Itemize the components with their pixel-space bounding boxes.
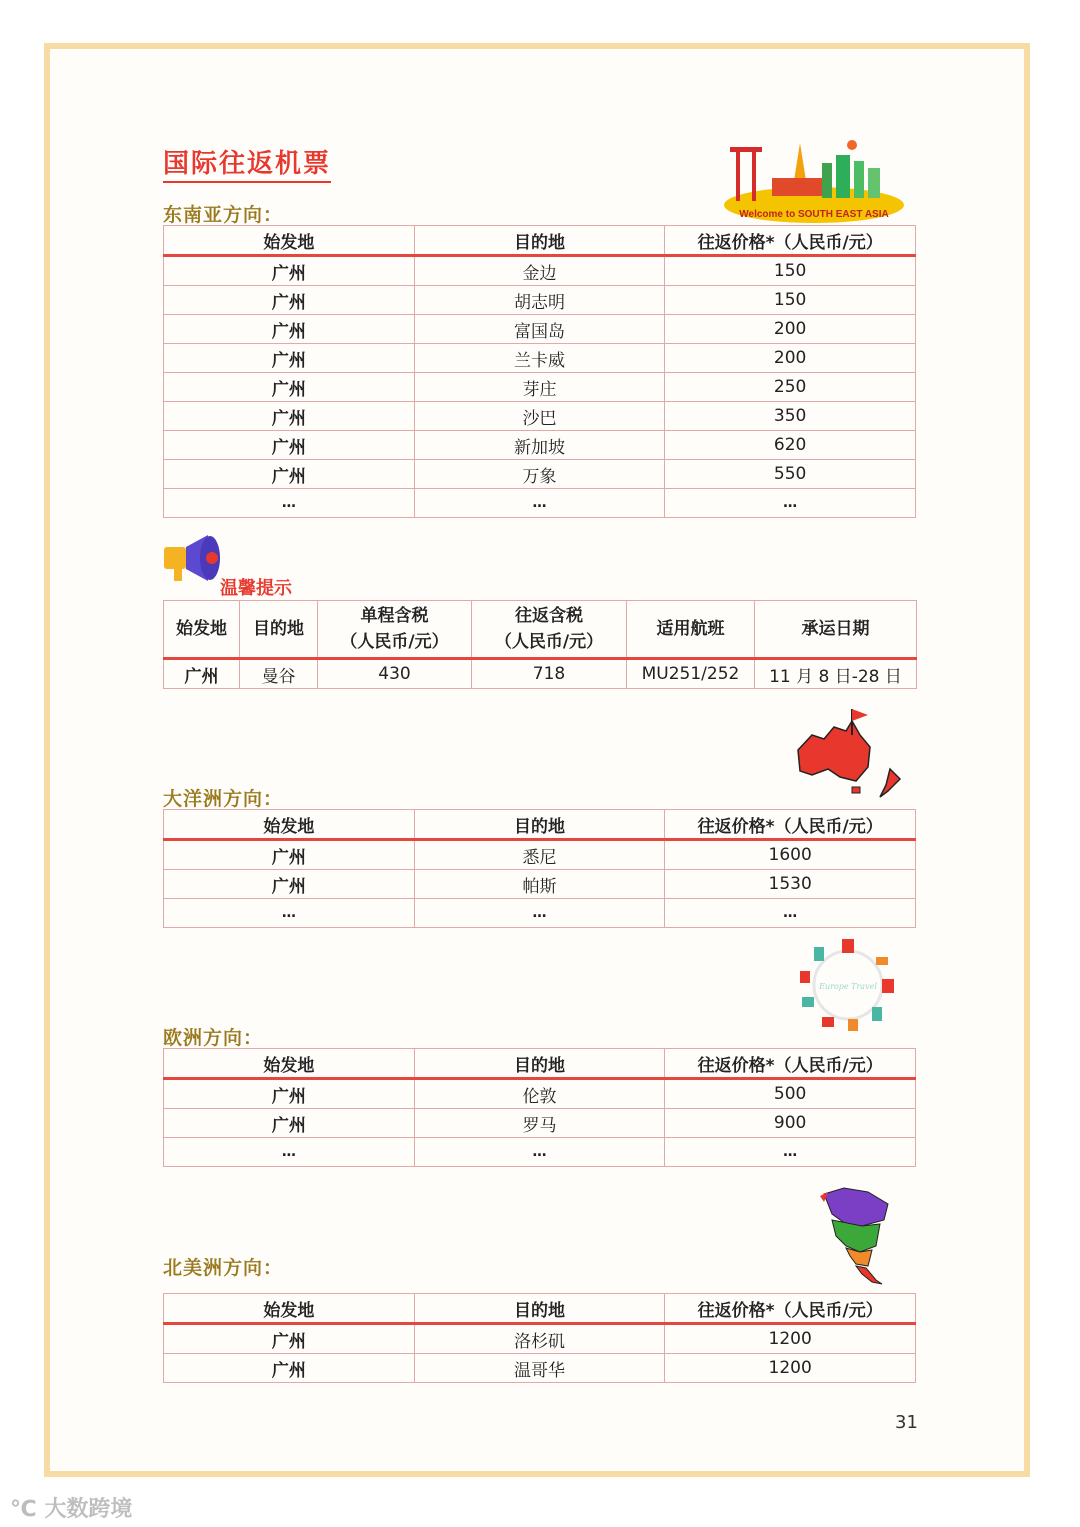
table-header-row	[164, 1049, 916, 1079]
col-destination: 目的地	[414, 226, 665, 256]
cell-destination: 金边	[414, 256, 665, 286]
southeast-asia-illustration	[722, 133, 907, 223]
col-origin: 始发地	[164, 810, 415, 840]
cell-destination: 悉尼	[414, 840, 665, 870]
cell-ellipsis: …	[665, 1138, 916, 1167]
cell-price: 250	[665, 373, 916, 402]
col-price: 往返价格*（人民币/元）	[665, 226, 916, 256]
table-row	[164, 870, 916, 899]
col-origin: 始发地	[164, 1049, 415, 1079]
col-price: 往返价格*（人民币/元）	[665, 1294, 916, 1324]
cell-price: 200	[665, 315, 916, 344]
col-flights: 适用航班	[627, 601, 755, 659]
cell-price: 550	[665, 460, 916, 489]
cell-price: 150	[665, 256, 916, 286]
cell-destination: 曼谷	[240, 659, 318, 689]
cell-origin: 广州	[164, 659, 240, 689]
col-origin: 始发地	[164, 226, 415, 256]
namerica-section-label: 北美洲方向：	[163, 1257, 284, 1279]
cell-origin: 广州	[164, 1354, 415, 1383]
table-header-row	[164, 810, 916, 840]
table-row	[164, 315, 916, 344]
cell-price: 900	[665, 1109, 916, 1138]
cell-destination: 兰卡威	[414, 344, 665, 373]
cell-destination: 富国岛	[414, 315, 665, 344]
watermark	[10, 1492, 132, 1523]
col-price: 往返价格*（人民币/元）	[665, 810, 916, 840]
cell-destination: 万象	[414, 460, 665, 489]
oceania-section-label: 大洋洲方向：	[163, 788, 284, 810]
cell-destination: 洛杉矶	[414, 1324, 665, 1354]
cell-price: 1200	[665, 1324, 916, 1354]
namerica-price-table	[163, 1293, 916, 1383]
table-row	[164, 344, 916, 373]
col-return-price: 往返含税 （人民币/元）	[472, 601, 627, 659]
cell-origin: 广州	[164, 1079, 415, 1109]
col-oneway-price: 单程含税 （人民币/元）	[318, 601, 472, 659]
cell-origin: 广州	[164, 373, 415, 402]
table-row	[164, 1324, 916, 1354]
cell-origin: 广州	[164, 402, 415, 431]
cell-ellipsis: …	[164, 899, 415, 928]
cell-destination: 帕斯	[414, 870, 665, 899]
megaphone-icon	[162, 533, 226, 583]
page-title: 国际往返机票	[163, 143, 331, 183]
col-destination: 目的地	[414, 810, 665, 840]
col-price: 往返价格*（人民币/元）	[665, 1049, 916, 1079]
cell-price: 200	[665, 344, 916, 373]
cell-ellipsis: …	[164, 489, 415, 518]
europe-travel-wreath-icon	[790, 935, 910, 1035]
cell-ellipsis: …	[414, 489, 665, 518]
sea-section-label: 东南亚方向：	[163, 204, 284, 226]
cell-price: 620	[665, 431, 916, 460]
europe-badge-text: Europe Travel	[819, 982, 877, 991]
cell-destination: 温哥华	[414, 1354, 665, 1383]
cell-dates: 11 月 8 日-28 日	[755, 659, 917, 689]
cell-destination: 新加坡	[414, 431, 665, 460]
cell-origin: 广州	[164, 344, 415, 373]
table-row	[164, 1354, 916, 1383]
north-america-map-icon	[810, 1186, 895, 1291]
cell-destination: 芽庄	[414, 373, 665, 402]
cell-ellipsis: …	[414, 899, 665, 928]
watermark-logo-icon: ℃	[10, 1497, 45, 1522]
cell-price: 150	[665, 286, 916, 315]
cell-ellipsis: …	[164, 1138, 415, 1167]
cell-origin: 广州	[164, 431, 415, 460]
cell-price: 500	[665, 1079, 916, 1109]
col-destination: 目的地	[414, 1049, 665, 1079]
table-row	[164, 1079, 916, 1109]
cell-ellipsis: …	[665, 489, 916, 518]
cell-oneway-price: 430	[318, 659, 472, 689]
cell-price: 1200	[665, 1354, 916, 1383]
cell-origin: 广州	[164, 256, 415, 286]
cell-origin: 广州	[164, 286, 415, 315]
cell-destination: 伦敦	[414, 1079, 665, 1109]
cell-ellipsis: …	[414, 1138, 665, 1167]
oceania-price-table	[163, 809, 916, 928]
table-row	[164, 659, 917, 689]
cell-price: 1600	[665, 840, 916, 870]
cell-price: 350	[665, 402, 916, 431]
table-row	[164, 402, 916, 431]
cell-destination: 罗马	[414, 1109, 665, 1138]
cell-origin: 广州	[164, 460, 415, 489]
table-row	[164, 899, 916, 928]
table-row	[164, 431, 916, 460]
table-row	[164, 1109, 916, 1138]
cell-origin: 广州	[164, 315, 415, 344]
page-number: 31	[895, 1412, 918, 1433]
table-row	[164, 460, 916, 489]
tip-table	[163, 600, 917, 689]
table-row	[164, 256, 916, 286]
col-destination: 目的地	[414, 1294, 665, 1324]
europe-section-label: 欧洲方向：	[163, 1027, 264, 1049]
cell-destination: 胡志明	[414, 286, 665, 315]
cell-price: 1530	[665, 870, 916, 899]
col-origin: 始发地	[164, 1294, 415, 1324]
table-row	[164, 286, 916, 315]
table-row	[164, 489, 916, 518]
col-dates: 承运日期	[755, 601, 917, 659]
cell-flights: MU251/252	[627, 659, 755, 689]
col-destination: 目的地	[240, 601, 318, 659]
europe-price-table	[163, 1048, 916, 1167]
southeast-asia-badge-text: Welcome to SOUTH EAST ASIA	[739, 209, 889, 220]
cell-origin: 广州	[164, 1109, 415, 1138]
cell-origin: 广州	[164, 1324, 415, 1354]
table-header-row	[164, 1294, 916, 1324]
cell-destination: 沙巴	[414, 402, 665, 431]
col-origin: 始发地	[164, 601, 240, 659]
cell-return-price: 718	[472, 659, 627, 689]
watermark-text: 大数跨境	[44, 1497, 133, 1522]
tip-label: 温馨提示	[220, 578, 292, 599]
table-header-row	[164, 226, 916, 256]
cell-origin: 广州	[164, 840, 415, 870]
cell-origin: 广州	[164, 870, 415, 899]
sea-price-table	[163, 225, 916, 518]
table-header-row	[164, 601, 917, 659]
table-row	[164, 373, 916, 402]
cell-ellipsis: …	[665, 899, 916, 928]
table-row	[164, 840, 916, 870]
table-row	[164, 1138, 916, 1167]
australia-map-icon	[790, 705, 910, 800]
